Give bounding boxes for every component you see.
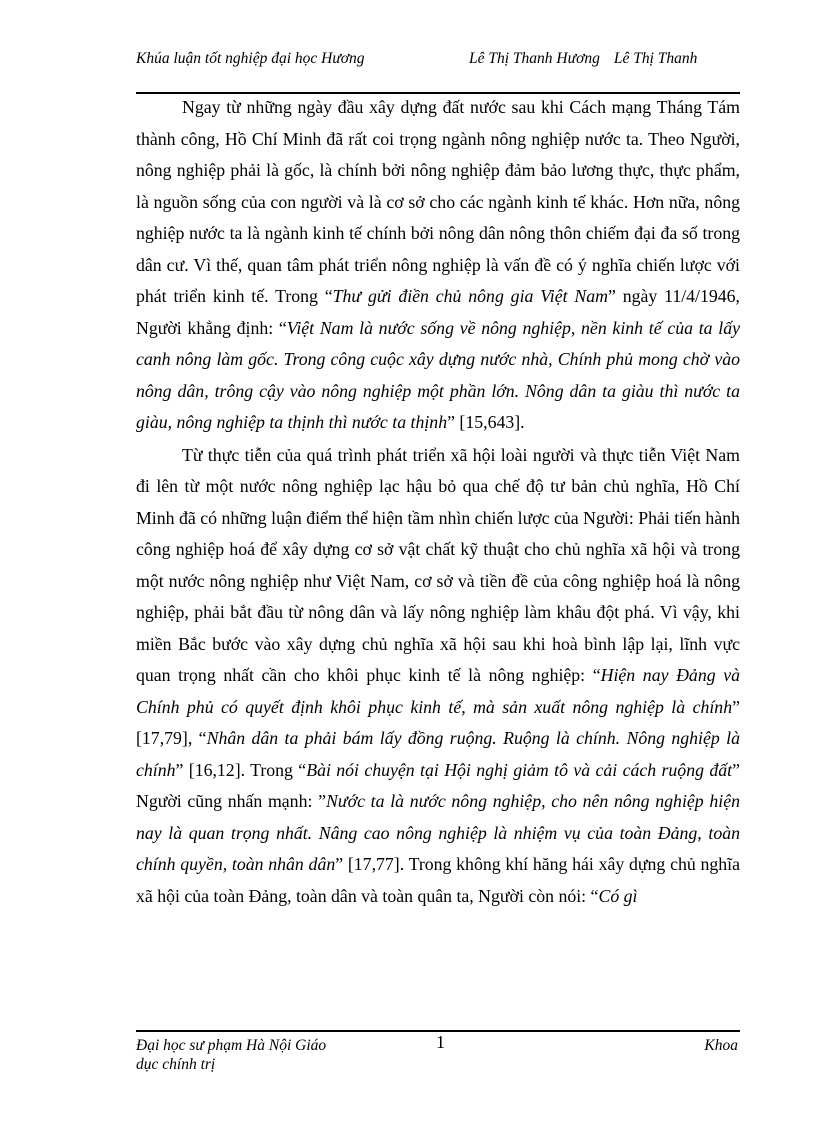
text-run: ” Người cũng nhấn mạnh: ” xyxy=(136,759,740,811)
paragraph-2 xyxy=(136,440,740,913)
italic-quote: Việt Nam là nước sống về nông nghiệp, nền kinh tế của ta lấy canh nông làm gốc. Trong công cuộc xây dựng nước nhà, Chính phủ mong chờ vào nông dân, trông cậy vào nông nghiệp một phần lớn. Nông dân ta giàu thì nước ta giàu, nông nghiệp ta thịnh thì nước ta thịnh xyxy=(136,317,740,432)
italic-quote: Hiện nay Đảng và Chính phủ có quyết định khôi phục kinh tế, mà sản xuất nông nghiệp là chính xyxy=(136,665,740,717)
text-run: Ngay từ những ngày đầu xây dựng đất nước sau khi Cách mạng Tháng Tám thành công, Hồ Chí Minh đã rất coi trọng ngành nông nghiệp nước ta. Theo Người, nông nghiệp phải là gốc, là chính bởi nông nghiệp đảm bảo lương thực, thực phẩm, là nguồn sống của con người và là cơ sở cho các ngành kinh tế khác. Hơn nữa, nông nghiệp nước ta là ngành kinh tế chính bởi nông dân nông thôn chiếm đại đa số trong dân cư. Vì thế, quan tâm phát triển nông nghiệp là vấn đề có ý nghĩa chiến lược với phát triển kinh tế. Trong “ xyxy=(136,97,740,306)
italic-quote: Có gì xyxy=(598,885,638,906)
page-footer xyxy=(136,1032,740,1076)
text-run: ” [16,12]. Trong “ xyxy=(175,759,307,780)
paragraph-1 xyxy=(136,92,740,439)
header-author xyxy=(469,50,697,68)
document-body xyxy=(136,92,740,912)
text-run: ” [17,79], “ xyxy=(136,696,740,748)
header-author-name: Lê Thị Thanh Hương xyxy=(469,50,600,67)
text-run: ” [17,77]. Trong không khí hăng hái xây dựng chủ nghĩa xã hội của toàn Đảng, toàn dân và toàn quân ta, Người còn nói: “ xyxy=(136,854,740,906)
page-header xyxy=(136,50,740,92)
italic-quote: Thư gửi điền chủ nông gia Việt Nam xyxy=(332,286,608,306)
header-thesis-title: Khúa luận tốt nghiệp đại học Hương xyxy=(136,50,365,67)
italic-quote: Bài nói chuyện tại Hội nghị giảm tô và cải cách ruộng đất xyxy=(306,759,733,780)
italic-quote: Nước ta là nước nông nghiệp, cho nên nông nghiệp hiện nay là quan trọng nhất. Nâng cao nông nghiệp là nhiệm vụ của toàn Đảng, toàn chính quyền, toàn nhân dân xyxy=(136,791,740,874)
header-author-name-repeat: Lê Thị Thanh xyxy=(613,50,698,67)
text-run: ” [15,643]. xyxy=(447,412,525,432)
page-number: 1 xyxy=(436,1032,445,1052)
text-run: ” ngày 11/4/1946, Người khẳng định: “ xyxy=(136,286,740,338)
footer-university: Đại học sư phạm Hà Nội Giáo dục chính trị xyxy=(136,1037,327,1073)
footer-faculty: Khoa xyxy=(704,1037,738,1054)
text-run: Từ thực tiễn của quá trình phát triển xã hội loài người và thực tiễn Việt Nam đi lên từ một nước nông nghiệp lạc hậu bỏ qua chế độ tư bản chủ nghĩa, Hồ Chí Minh đã có những luận điểm thể hiện tầm nhìn chiến lược của Người: Phải tiến hành công nghiệp hoá để xây dựng cơ sở vật chất kỹ thuật cho chủ nghĩa xã hội và trong một nước nông nghiệp như Việt Nam, cơ sở và tiền đề của công nghiệp hoá là nông nghiệp, phải bắt đầu từ nông dân và lấy nông nghiệp làm khâu đột phá. Vì vậy, khi miền Bắc bước vào xây dựng chủ nghĩa xã hội sau khi hoà bình lập lại, lĩnh vực quan trọng nhất cần cho khôi phục kinh tế là nông nghiệp: “ xyxy=(136,444,740,685)
italic-quote: Nhân dân ta phải bám lấy đồng ruộng. Ruộng là chính. Nông nghiệp là chính xyxy=(136,728,740,780)
